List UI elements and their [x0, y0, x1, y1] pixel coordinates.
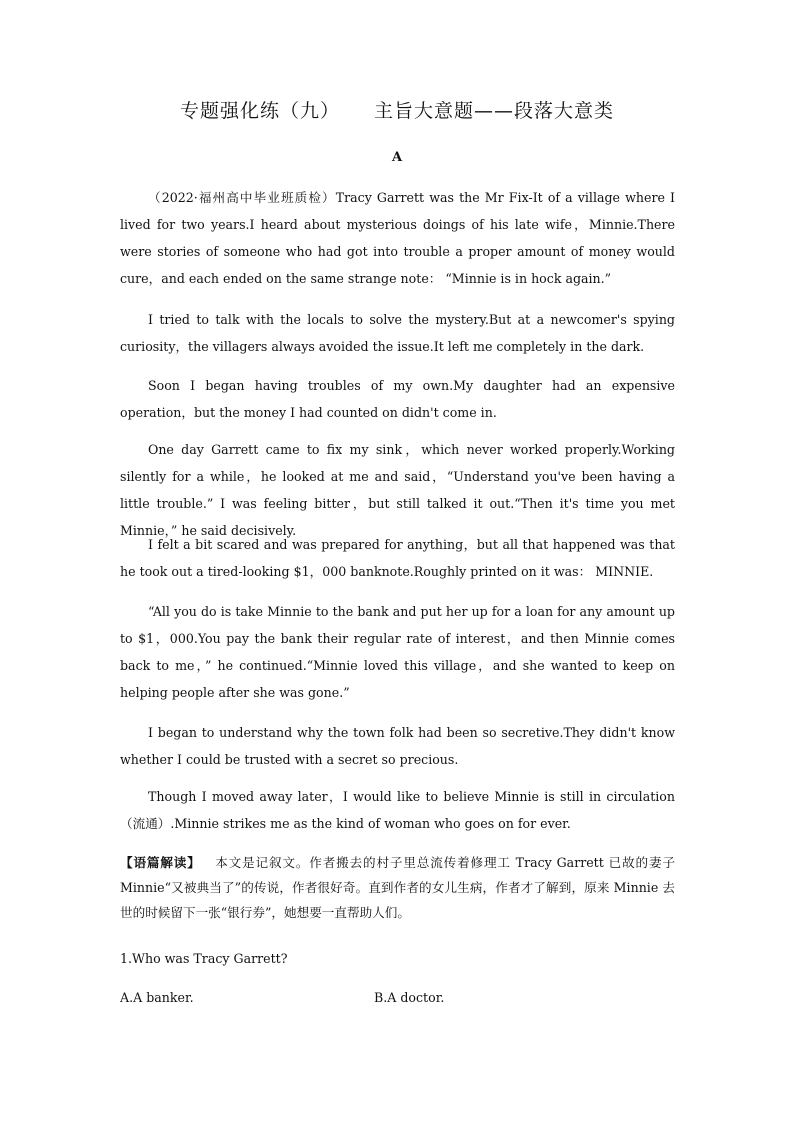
section-label: A: [391, 150, 403, 165]
paragraph-6: “All you do is take Minnie to the bank and put her up for a loan for any amount up to $1，000.You pay the bank their regular rate of interest，and then Minnie comes back to me，” he continued.“Minnie loved this village，and she wanted to keep on helping people after she was gone.”: [120, 604, 675, 700]
passage-analysis: [120, 850, 675, 925]
paragraph-3: Soon I began having troubles of my own.My daughter had an expensive operation，but the money I had counted on didn't come in.: [120, 378, 675, 420]
title-topic: 主旨大意题——段落大意类: [374, 100, 615, 122]
option-b: B.A doctor.: [374, 990, 445, 1005]
title-series: 专题强化练（九）: [179, 100, 340, 122]
paragraph-2: I tried to talk with the locals to solve the mystery.But at a newcomer's spying curiosity，the villagers always avoided the issue.It left me completely in the dark.: [120, 312, 675, 354]
option-a: A.A banker.: [120, 990, 194, 1005]
paragraph-8: Though I moved away later，I would like to believe Minnie is still in circulation（流通）.Minnie strikes me as the kind of woman who goes on for ever.: [120, 789, 675, 831]
paragraph-7: I began to understand why the town folk had been so secretive.They didn't know whether I could be trusted with a secret so precious.: [120, 725, 675, 767]
page-title: [0, 96, 794, 123]
question-stem: 1.Who was Tracy Garrett?: [120, 951, 288, 966]
analysis-tag: 【语篇解读】: [120, 855, 201, 870]
paragraph-5: I felt a bit scared and was prepared for anything，but all that happened was that he took out a tired-looking $1，000 banknote.Roughly printed on it was： MINNIE.: [120, 537, 675, 579]
analysis-text: 本文是记叙文。作者搬去的村子里总流传着修理工 Tracy Garrett 已故的妻子 Minnie“又被典当了”的传说，作者很好奇。直到作者的女儿生病，作者才了解到，原来 Minnie 去世的时候留下一张“银行券”，她想要一直帮助人们。: [120, 855, 676, 920]
paragraph-1: （2022·福州高中毕业班质检）Tracy Garrett was the Mr Fix-It of a village where I lived for two years.I heard about mysterious doings of his late wife，Minnie.There were stories of someone who had got into trouble a proper amount of money would cure，and each ended on the same strange note： “Minnie is in hock again.”: [120, 190, 675, 286]
paragraph-4: One day Garrett came to fix my sink，which never worked properly.Working silently for a while，he looked at me and said，“Understand you've been having a little trouble.” I was feeling bitter，but still talked it out.“Then it's time you met Minnie，” he said decisively.: [120, 442, 675, 538]
